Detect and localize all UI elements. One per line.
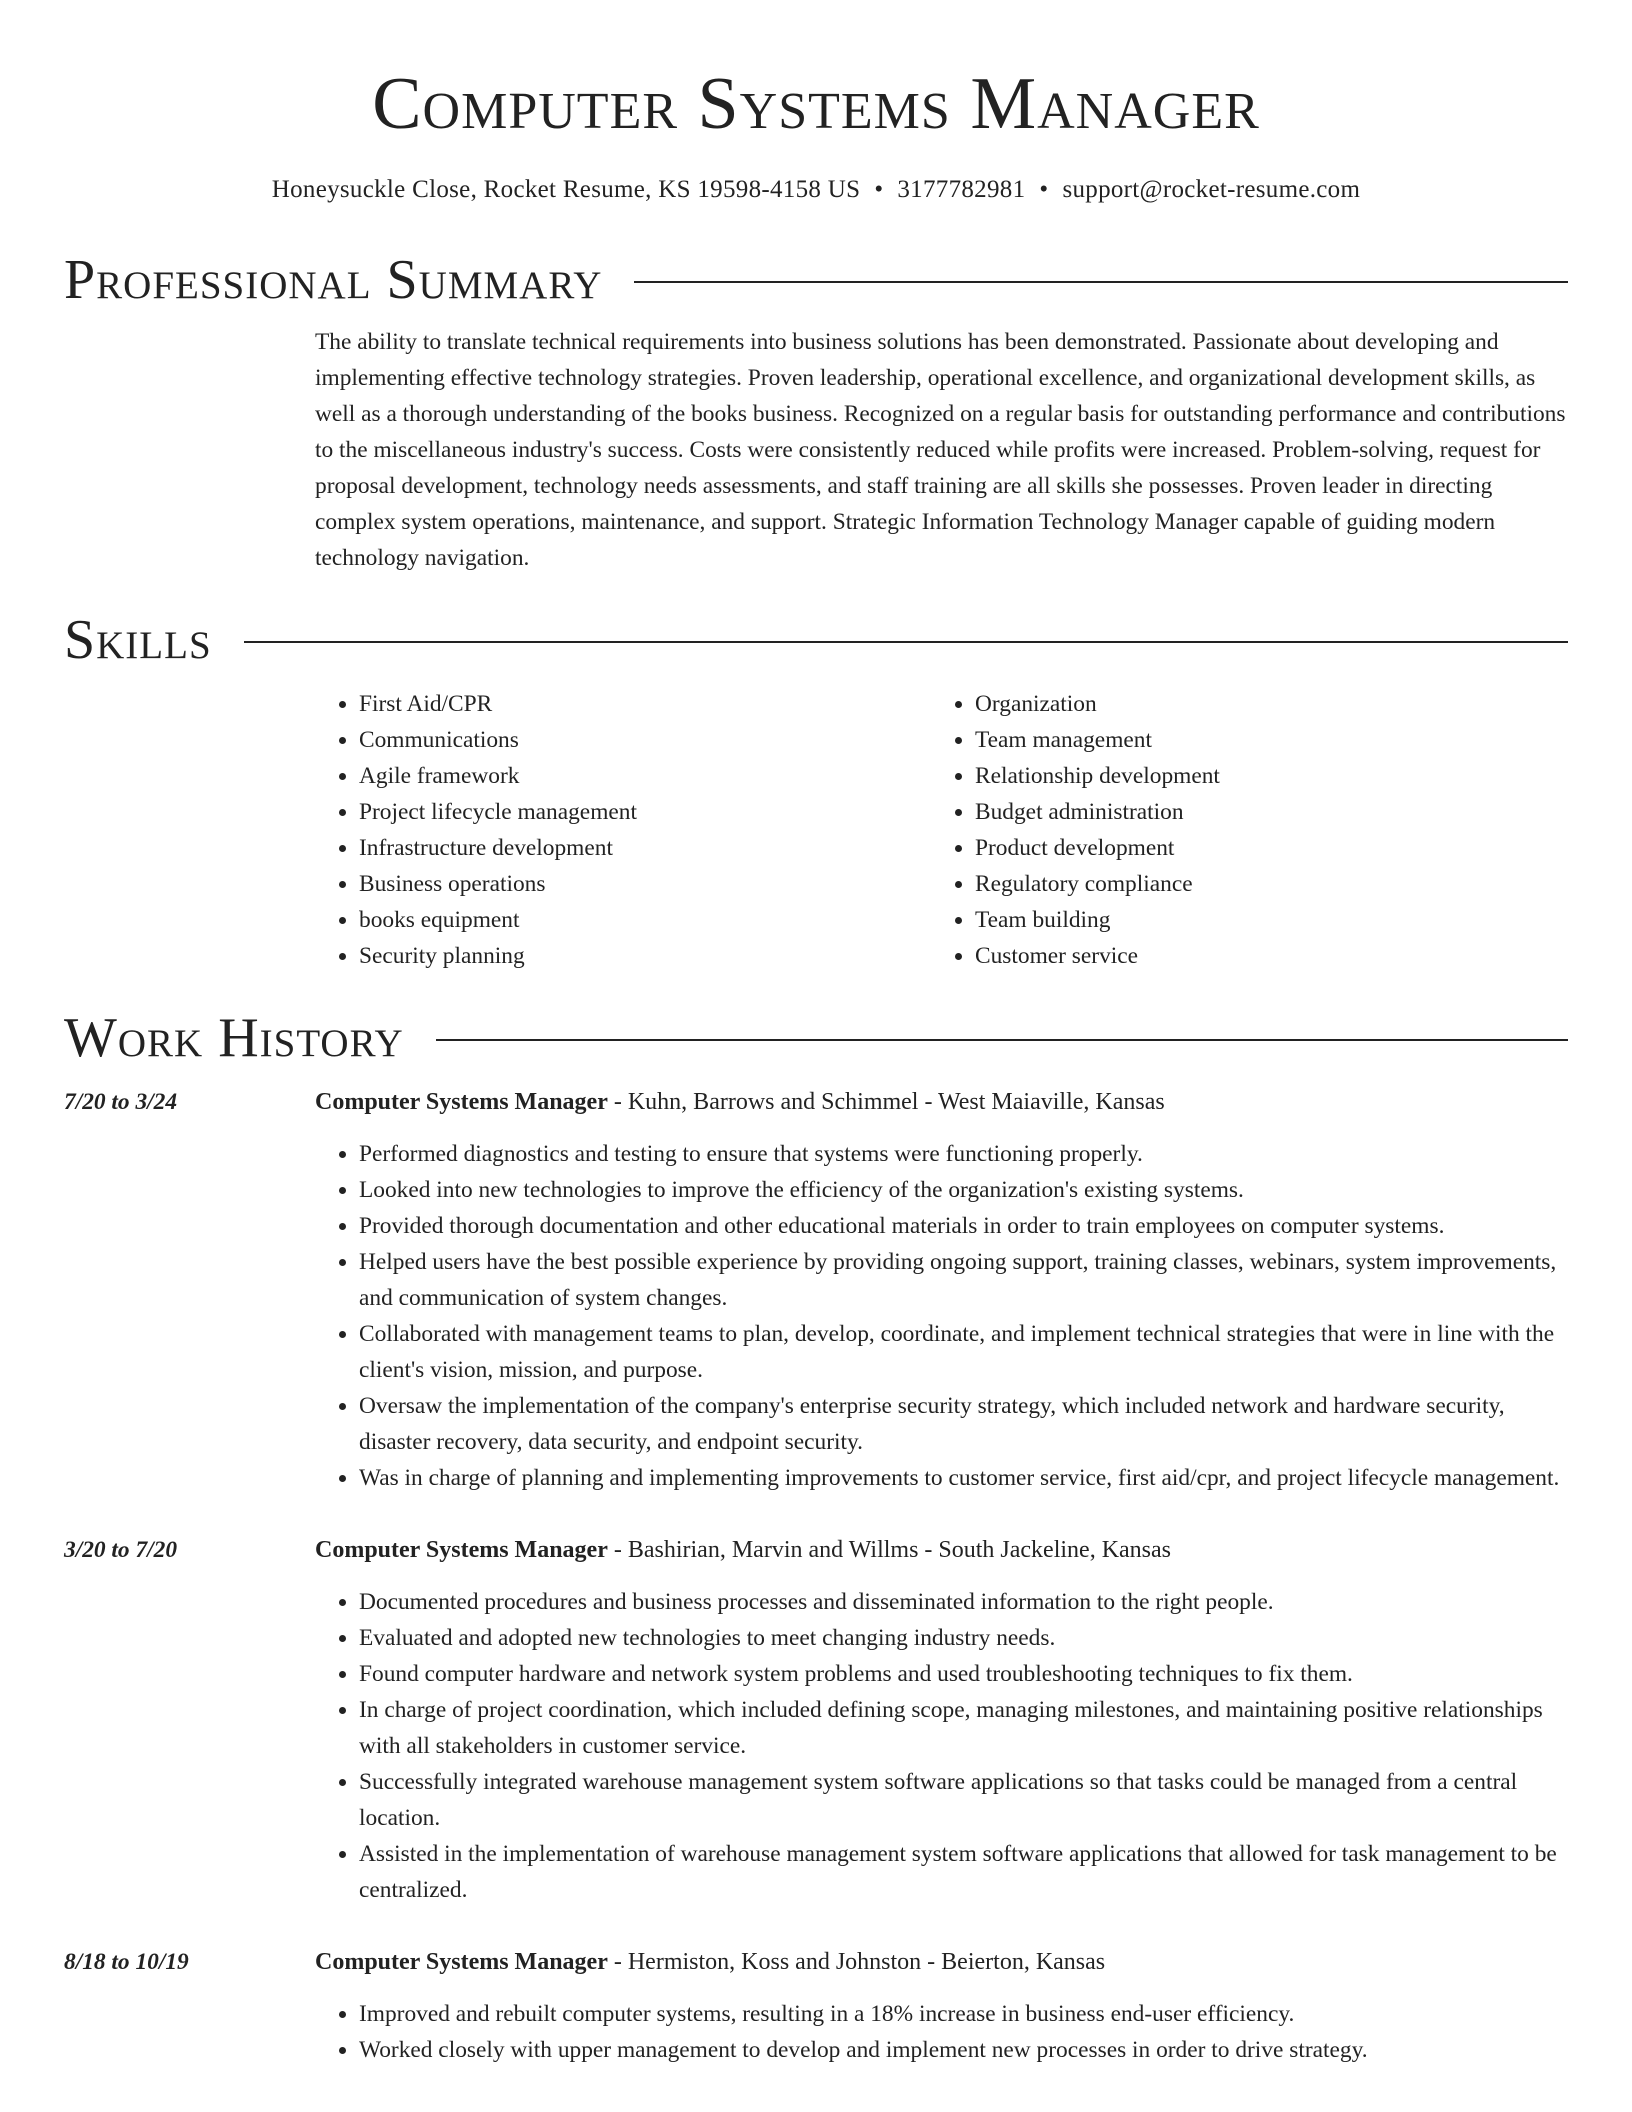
summary-heading: Professional Summary xyxy=(64,249,603,311)
job-details xyxy=(315,1944,1568,2068)
job-entry xyxy=(64,1084,1568,1496)
skill-item: • Project lifecycle management xyxy=(359,794,932,830)
skill-item: • Regulatory compliance xyxy=(975,866,1548,902)
job-bullet: • Performed diagnostics and testing to ensure that systems were functioning properly. xyxy=(359,1136,1568,1172)
summary-text: The ability to translate technical requirements into business solutions has been demonstrated. Passionate about developing and implementing effective technology strategies. Proven leadership, operational excellence, and organizational development skills, as well as a thorough understanding of the books business. Recognized on a regular basis for outstanding performance and contributions to the miscellaneous industry's success. Costs were consistently reduced while profits were increased. Problem-solving, request for proposal development, technology needs assessments, and staff training are all skills she possesses. Proven leader in directing complex system operations, maintenance, and support. Strategic Information Technology Manager capable of guiding modern technology navigation. xyxy=(315,329,1566,571)
job-bullet: • Documented procedures and business processes and disseminated information to the right people. xyxy=(359,1584,1568,1620)
skill-item: • Team building xyxy=(975,902,1548,938)
job-bullets xyxy=(315,1584,1568,1908)
contact-separator: • xyxy=(1039,176,1049,203)
job-details xyxy=(315,1084,1568,1496)
job-bullet: • Evaluated and adopted new technologies to meet changing industry needs. xyxy=(359,1620,1568,1656)
spacer xyxy=(64,1908,1568,1928)
job-bullet: • Found computer hardware and network system problems and used troubleshooting techniques to fix them. xyxy=(359,1656,1568,1692)
skills-column-right xyxy=(932,686,1548,974)
section-divider xyxy=(244,641,1568,643)
contact-email: support@rocket-resume.com xyxy=(1062,176,1361,203)
job-title: Computer Systems Manager xyxy=(315,1089,608,1115)
job-dates: 7/20 to 3/24 xyxy=(64,1089,178,1115)
job-bullet: • Worked closely with upper management to develop and implement new processes in order to drive strategy. xyxy=(359,2032,1568,2068)
job-bullets xyxy=(315,1136,1568,1496)
work-section-header xyxy=(64,1004,1568,1072)
job-bullet: • Improved and rebuilt computer systems, resulting in a 18% increase in business end-user efficiency. xyxy=(359,1996,1568,2032)
contact-separator: • xyxy=(874,176,884,203)
job-bullet: • Oversaw the implementation of the company's enterprise security strategy, which included network and hardware security, disaster recovery, data security, and endpoint security. xyxy=(359,1388,1568,1460)
job-dates: 3/20 to 7/20 xyxy=(64,1537,178,1563)
section-divider xyxy=(634,281,1568,283)
skills-section-header xyxy=(64,606,1568,674)
skill-item: • Security planning xyxy=(359,938,932,974)
skills-list xyxy=(315,686,1568,974)
job-bullet: • Assisted in the implementation of warehouse management system software applications that allowed for task management to be centralized. xyxy=(359,1836,1568,1908)
job-title-line xyxy=(315,1944,1568,1980)
job-bullet: • In charge of project coordination, which included defining scope, managing milestones, and maintaining positive relationships with all stakeholders in customer service. xyxy=(359,1692,1568,1764)
job-employer: - Kuhn, Barrows and Schimmel - West Maiaville, Kansas xyxy=(607,1089,1165,1115)
skill-item: • books equipment xyxy=(359,902,932,938)
job-bullet: • Provided thorough documentation and other educational materials in order to train employees on computer systems. xyxy=(359,1208,1568,1244)
job-employer: - Bashirian, Marvin and Willms - South Jackeline, Kansas xyxy=(607,1537,1172,1563)
skill-item: • Relationship development xyxy=(975,758,1548,794)
spacer xyxy=(64,1496,1568,1516)
job-entry xyxy=(64,1532,1568,1908)
job-bullet: • Looked into new technologies to improve the efficiency of the organization's existing systems. xyxy=(359,1172,1568,1208)
skill-item: • Agile framework xyxy=(359,758,932,794)
contact-address: Honeysuckle Close, Rocket Resume, KS 19598-4158 US xyxy=(271,176,861,203)
skill-item: • First Aid/CPR xyxy=(359,686,932,722)
skill-item: • Customer service xyxy=(975,938,1548,974)
contact-phone: 3177782981 xyxy=(897,176,1026,203)
skills-column-left xyxy=(315,686,932,974)
job-title-line xyxy=(315,1532,1568,1568)
skill-item: • Team management xyxy=(975,722,1548,758)
job-title: Computer Systems Manager xyxy=(315,1537,608,1563)
summary-section-header xyxy=(64,246,1568,314)
job-bullets xyxy=(315,1996,1568,2068)
job-bullet: • Collaborated with management teams to plan, develop, coordinate, and implement technical strategies that were in line with the client's vision, mission, and purpose. xyxy=(359,1316,1568,1388)
skill-item: • Product development xyxy=(975,830,1548,866)
job-title: Computer Systems Manager xyxy=(315,1949,608,1975)
job-bullet: • Successfully integrated warehouse management system software applications so that tasks could be managed from a central location. xyxy=(359,1764,1568,1836)
resume-page xyxy=(64,0,1568,2068)
skill-item: • Organization xyxy=(975,686,1548,722)
skills-heading: Skills xyxy=(64,609,212,671)
job-bullet: • Helped users have the best possible experience by providing ongoing support, training classes, webinars, system improvements, and communication of system changes. xyxy=(359,1244,1568,1316)
work-heading: Work History xyxy=(64,1007,404,1069)
job-title-line xyxy=(315,1084,1568,1120)
section-divider xyxy=(436,1039,1568,1041)
job-employer: - Hermiston, Koss and Johnston - Beierton, Kansas xyxy=(607,1949,1106,1975)
job-entry xyxy=(64,1944,1568,2068)
job-details xyxy=(315,1532,1568,1908)
job-dates: 8/18 to 10/19 xyxy=(64,1949,189,1975)
resume-name: Computer Systems Manager xyxy=(372,63,1260,145)
skill-item: • Infrastructure development xyxy=(359,830,932,866)
skill-item: • Business operations xyxy=(359,866,932,902)
contact-line xyxy=(64,172,1568,208)
job-bullet: • Was in charge of planning and implementing improvements to customer service, first aid/cpr, and project lifecycle management. xyxy=(359,1460,1568,1496)
skill-item: • Budget administration xyxy=(975,794,1548,830)
skill-item: • Communications xyxy=(359,722,932,758)
